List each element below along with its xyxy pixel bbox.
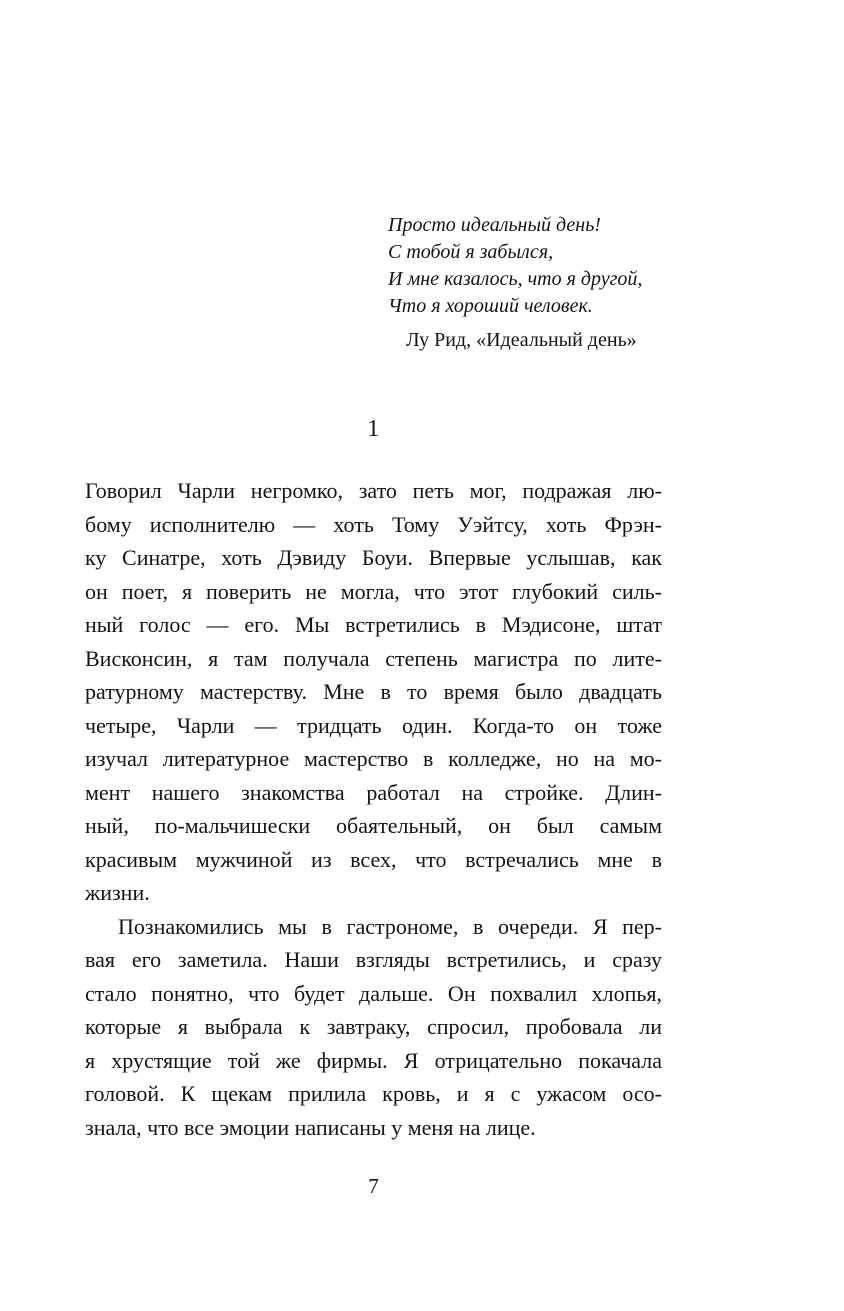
page-number: 7 [368,1174,379,1198]
epigraph [388,212,642,354]
epigraph-line: И мне казалось, что я другой, [388,268,643,290]
text-line: стало понятно, что будет дальше. Он похвалил хлопья, [85,980,662,1006]
epigraph-lines [388,212,642,320]
body-text [85,474,662,1144]
text-line: знала, что все эмоции написаны у меня на лице. [85,1114,536,1140]
text-line: ку Синатре, хоть Дэвиду Боуи. Впервые услышав, как [85,545,662,570]
text-line: Познакомились мы в гастрономе, в очереди. Я пер- [118,913,662,939]
text-line: мент нашего знакомства работал на стройке. Длин- [85,779,662,805]
text-line: бому исполнителю — хоть Тому Уэйтсу, хоть Фрэн- [85,511,662,537]
text-line: красивым мужчиной из всех, что встречались мне в [85,846,662,872]
epigraph-line: Что я хороший человек. [388,295,593,317]
paragraph [85,910,662,1145]
epigraph-attribution: Лу Рид, «Идеальный день» [406,329,637,351]
text-line: вая его заметила. Наши взгляды встретились, и сразу [85,947,662,972]
text-line: изучал литературное мастерство в колледже, но на мо- [85,746,662,771]
paragraph [85,474,662,910]
chapter-number: 1 [367,416,380,442]
epigraph-line: Просто идеальный день! [388,214,601,236]
text-line: четыре, Чарли — тридцать один. Когда-то он тоже [85,712,662,738]
text-line: Говорил Чарли негромко, зато петь мог, подражая лю- [85,478,662,503]
text-line: ный голос — его. Мы встретились в Мэдисоне, штат [85,612,662,637]
text-line: ратурному мастерству. Мне в то время было двадцать [85,679,662,704]
text-line: Висконсин, я там получала степень магистра по лите- [85,645,662,671]
text-line: ный, по-мальчишески обаятельный, он был самым [85,813,662,838]
text-line: я хрустящие той же фирмы. Я отрицательно покачала [85,1047,662,1073]
epigraph-line: С тобой я забылся, [388,241,554,263]
text-line: жизни. [85,880,150,905]
text-line: он поет, я поверить не могла, что этот глубокий силь- [85,578,662,604]
text-line: головой. К щекам прилила кровь, и я с ужасом осо- [85,1081,662,1106]
text-line: которые я выбрала к завтраку, спросил, пробовала ли [85,1014,662,1039]
